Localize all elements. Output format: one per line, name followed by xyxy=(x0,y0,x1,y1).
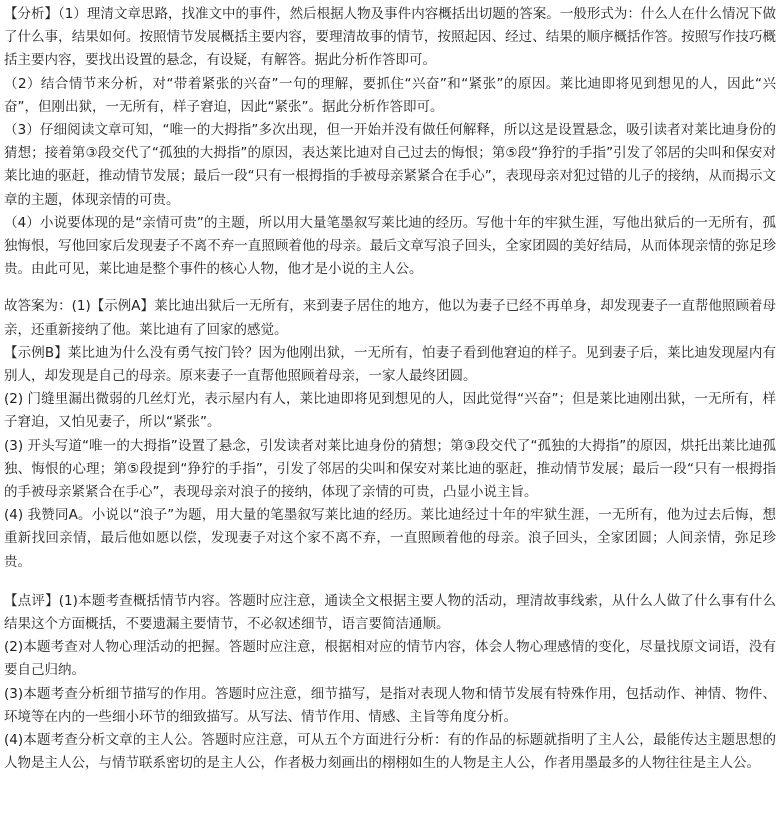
answer-part-2: (2) 门缝里漏出微弱的几丝灯光，表示屋内有人，莱比迪即将见到想见的人，因此觉得“兴奋”；但是莱比迪刚出狱，一无所有，样子窘迫，又怕见妻子，所以“紧张”。 xyxy=(4,391,776,431)
commentary-section xyxy=(4,590,776,776)
answer-section xyxy=(4,295,776,573)
answer-part-3: (3) 开头写道“唯一的大拇指”设置了悬念，引发读者对莱比迪身份的猜想；第③段交代了“孤独的大拇指”的原因，烘托出莱比迪孤独、悔恨的心理；第⑤段提到“狰狞的手指”，引发了邻居的尖叫和保安对莱比迪的驱赶，推动情节发展；最后一段“只有一根拇指的手被母亲紧紧合在手心”，表现母亲对浪子的接纳，体现了亲情的可贵，凸显小说主旨。 xyxy=(4,437,776,501)
analysis-part-2: （2）结合情节来分析，对“带着紧张的兴奋”一句的理解，要抓住“兴奋”和“紧张”的原因。莱比迪即将见到想见的人，因此“兴奋”，但刚出狱，一无所有，样子窘迫，因此“紧张”。据此分析作答即可。 xyxy=(4,75,776,115)
section-spacer xyxy=(4,281,776,295)
commentary-part-3: (3)本题考查分析细节描写的作用。答题时应注意，细节描写，是指对表现人物和情节发展有特殊作用，包括动作、神情、物件、环境等在内的一些细小环节的细致描写。从写法、情节作用、情感、主旨等角度分析。 xyxy=(4,685,776,725)
section-spacer xyxy=(4,574,776,590)
analysis-part-4: （4）小说要体现的是“亲情可贵”的主题，所以用大量笔墨叙写莱比迪的经历。写他十年的牢狱生涯，写他出狱后的一无所有，孤独悔恨，写他回家后发现妻子不离不弃一直照顾着他的母亲。最后文章写浪子回头，全家团圆的美好结局，从而体现亲情的弥足珍贵。由此可见，莱比迪是整个事件的核心人物，他才是小说的主人公。 xyxy=(4,214,776,278)
answer-part-4: (4) 我赞同A。小说以“浪子”为题，用大量的笔墨叙写莱比迪的经历。莱比迪经过十年的牢狱生涯，一无所有，他为过去后悔，想重新找回亲情，最后他如愿以偿，发现妻子对这个家不离不弃，一直照顾着他的母亲。浪子回头，全家团圆；人间亲情，弥足珍贵。 xyxy=(4,507,776,570)
analysis-part-1: 【分析】（1）理清文章思路，找准文中的事件，然后根据人物及事件内容概括出切题的答案。一般形式为：什么人在什么情况下做了什么事，结果如何。按照情节发展概括主要内容，要理清故事的情节，按照起因、经过、结果的顺序概括作答。按照写作技巧概括主要内容，要找出设置的悬念，有设疑，有解答。据此分析作答即可。 xyxy=(4,6,776,69)
commentary-part-4: (4)本题考查分析文章的主人公。答题时应注意，可从五个方面进行分析：有的作品的标题就指明了主人公，最能传达主题思想的人物是主人公，与情节联系密切的是主人公，作者极力刻画出的栩栩如生的人物是主人公，作者用墨最多的人物往往是主人公。 xyxy=(4,732,776,772)
analysis-part-3: （3）仔细阅读文章可知，“唯一的大拇指”多次出现，但一开始并没有做任何解释，所以这是设置悬念，吸引读者对莱比迪身份的猜想；接着第③段交代了“孤独的大拇指”的原因，表达莱比迪对自己过去的悔恨；第⑤段“狰狞的手指”引发了邻居的尖叫和保安对莱比迪的驱赶，推动情节发展；最后一段“只有一根拇指的手被母亲紧紧合在手心”，表现母亲对犯过错的儿子的接纳，从而揭示文章的主题，体现亲情的可贵。 xyxy=(4,122,776,208)
commentary-part-2: (2)本题考查对人物心理活动的把握。答题时应注意，根据相对应的情节内容，体会人物心理感情的变化，尽量找原文词语，没有要自己归纳。 xyxy=(4,639,776,679)
answer-part-1-example-b: 【示例B】莱比迪为什么没有勇气按门铃？因为他刚出狱，一无所有，怕妻子看到他窘迫的样子。见到妻子后，莱比迪发现屋内有别人，却发现是自己的母亲。原来妻子一直帮他照顾着母亲，一家人最终团圆。 xyxy=(4,344,776,385)
commentary-part-1: 【点评】(1)本题考查概括情节内容。答题时应注意，通读全文根据主要人物的活动，理清故事线索，从什么人做了什么事有什么结果这个方面概括，不要遗漏主要情节，不必叙述细节，语言要简洁通顺。 xyxy=(4,592,776,633)
analysis-section xyxy=(4,3,776,281)
answer-part-1-example-a: 故答案为：(1)【示例A】莱比迪出狱后一无所有，来到妻子居住的地方，他以为妻子已经不再单身，却发现妻子一直帮他照顾着母亲，还重新接纳了他。莱比迪有了回家的感觉。 xyxy=(4,298,776,338)
